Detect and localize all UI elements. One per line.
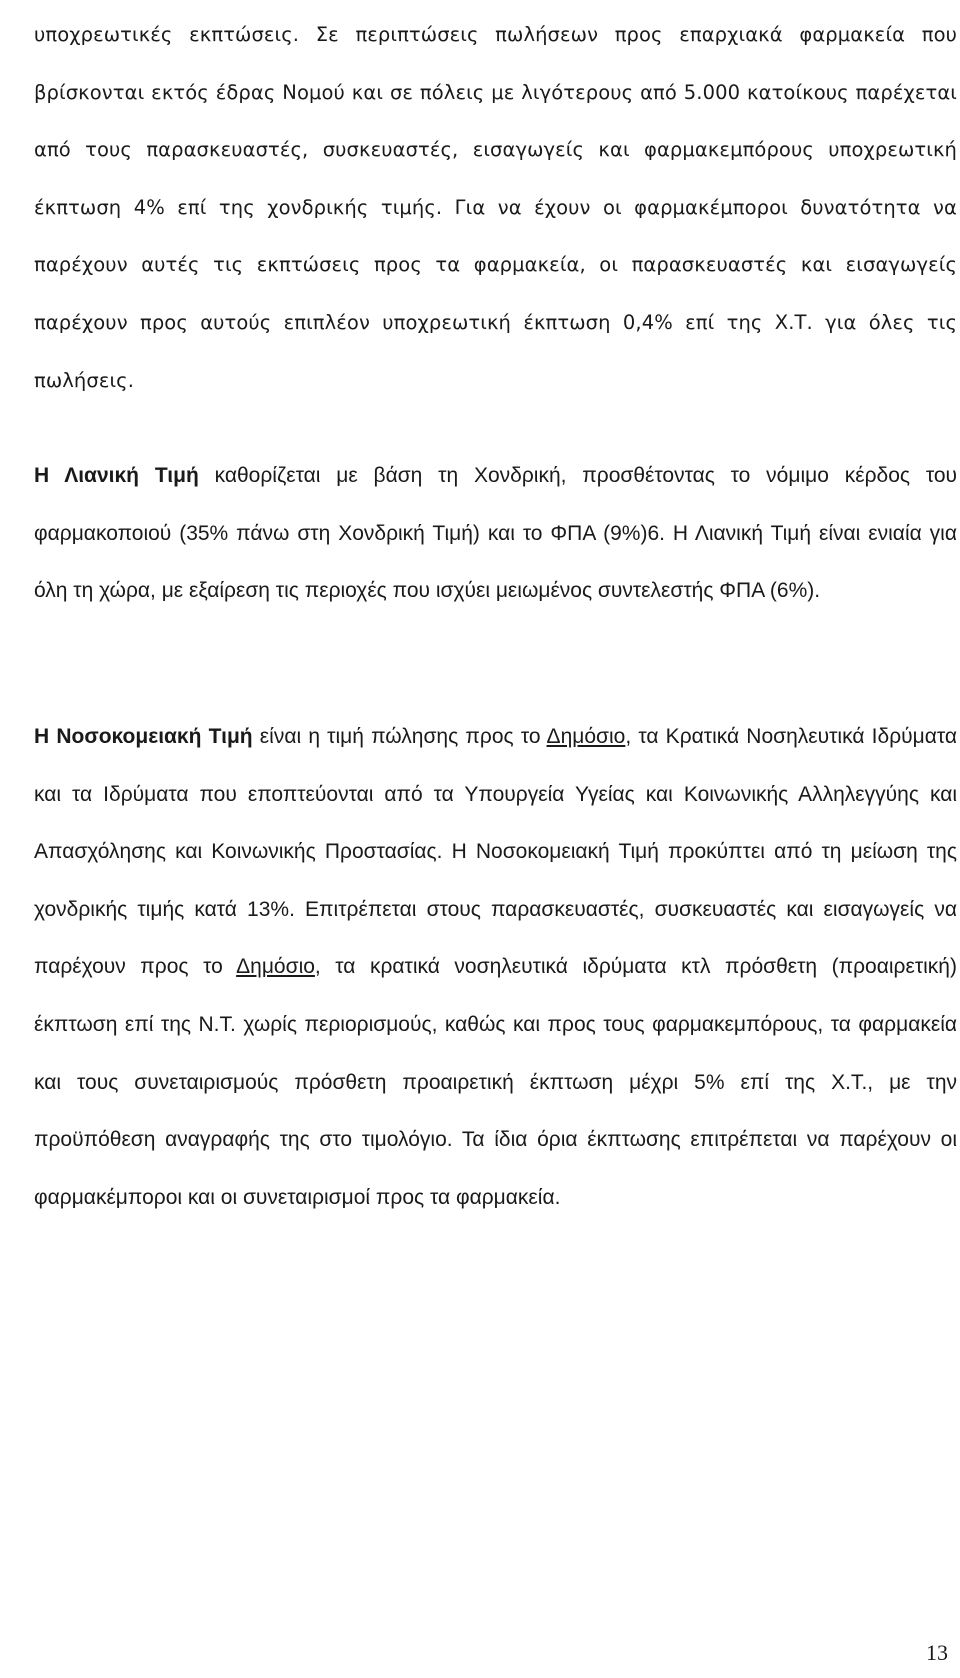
hospital-price-text-a: είναι η τιμή πώλησης προς το [252, 725, 547, 748]
paragraph-hospital-price [34, 708, 957, 1226]
public-sector-link-2[interactable]: Δημόσιο [236, 955, 315, 979]
retail-price-text: καθορίζεται με βάση τη Χονδρική, προσθέτοντας το νόμιμο κέρδος του φαρμακοποιού (35% πάνω στη Χονδρική Τιμή) και το ΦΠΑ (9%)6. Η Λιανική Τιμή είναι ενιαία για όλη τη χώρα, με εξαίρεση τις περιοχές που ισχύει μειωμένος συντελεστής ΦΠΑ (6%). [34, 464, 957, 602]
hospital-price-text-c: , τα κρατικά νοσηλευτικά ιδρύματα κτλ πρόσθετη (προαιρετική) έκπτωση επί της Ν.Τ. χωρίς περιορισμούς, καθώς και προς τους φαρμακεμπόρους, τα φαρμακεία και τους συνεταιρισμούς πρόσθετη προαιρετική έκπτωση μέχρι 5% επί της Χ.Τ., με την προϋπόθεση αναγραφής της στο τιμολόγιο. Τα ίδια όρια έκπτωσης επιτρέπεται να παρέχουν οι φαρμακέμποροι και οι συνεταιρισμοί προς τα φαρμακεία. [34, 955, 957, 1209]
paragraph-retail-price [34, 447, 957, 620]
paragraph-discounts-text: υποχρεωτικές εκπτώσεις. Σε περιπτώσεις πωλήσεων προς επαρχιακά φαρμακεία που βρίσκονται εκτός έδρας Νομού και σε πόλεις με λιγότερους από 5.000 κατοίκους παρέχεται από τους παρασκευαστές, συσκευαστές, εισαγωγείς και φαρμακεμπόρους υποχρεωτική έκπτωση 4% επί της χονδρικής τιμής. Για να έχουν οι φαρμακέμποροι δυνατότητα να παρέχουν αυτές τις εκπτώσεις προς τα φαρμακεία, οι παρασκευαστές και εισαγωγείς παρέχουν προς αυτούς επιπλέον υποχρεωτική έκπτωση 0,4% επί της Χ.Τ. για όλες τις πωλήσεις. [34, 23, 957, 392]
public-sector-link-1[interactable]: Δημόσιο [546, 725, 626, 748]
page-number: 13 [926, 1640, 948, 1665]
hospital-price-term: Η Νοσοκομειακή Τιμή [34, 725, 253, 748]
paragraph-discounts [34, 6, 957, 409]
retail-price-term: Η Λιανική Τιμή [34, 464, 199, 487]
hospital-price-text-b: , τα Κρατικά Νοσηλευτικά Ιδρύματα και τα Ιδρύματα που εποπτεύονται από τα Υπουργεία Υγείας και Κοινωνικής Αλληλεγγύης και Απασχόλησης και Κοινωνικής Προστασίας. Η Νοσοκομειακή Τιμή προκύπτει από τη μείωση της χονδρικής τιμής κατά 13%. Επιτρέπεται στους παρασκευαστές, συσκευαστές και εισαγωγείς να παρέχουν προς το [34, 725, 957, 979]
